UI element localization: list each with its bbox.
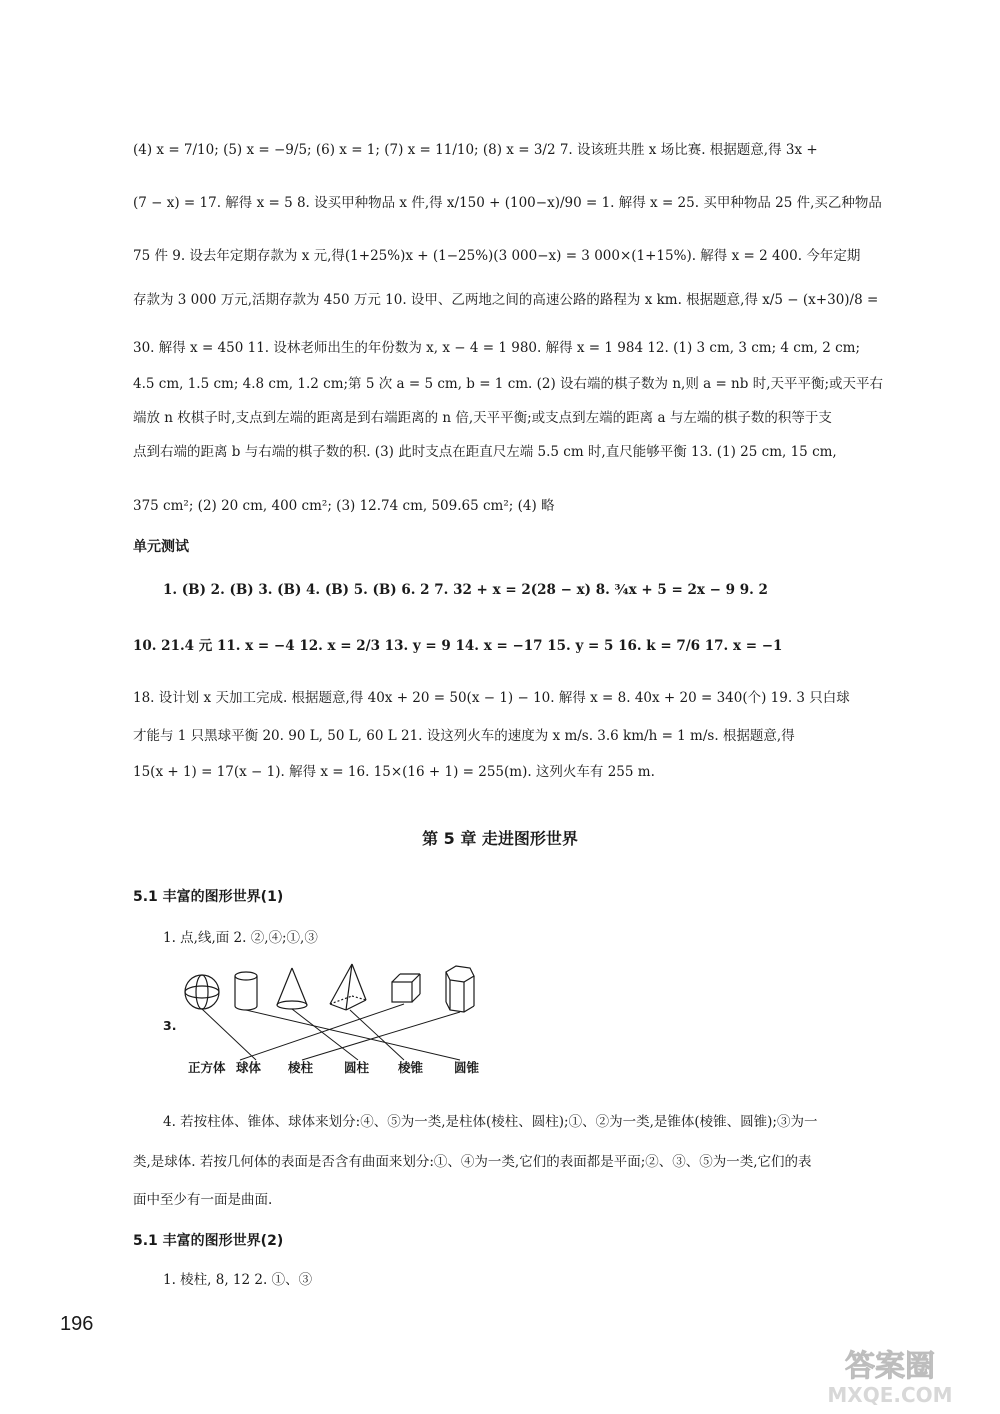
cone-shape <box>277 968 307 1009</box>
section-2-q1: 1. 棱柱, 8, 12 2. ①、③ <box>163 1272 313 1288</box>
watermark-logo <box>800 1340 980 1408</box>
answer-line-2: (7 − x) = 17. 解得 x = 5 8. 设买甲种物品 x 件,得 x/150 + (100−x)/90 = 1. 解得 x = 25. 买甲种物品 25 件,买乙种物品 <box>133 195 882 211</box>
unit-test-line-4: 才能与 1 只黑球平衡 20. 90 L, 50 L, 60 L 21. 设这列火车的速度为 x m/s. 3.6 km/h = 1 m/s. 根据题意,得 <box>133 728 795 744</box>
answer-line-5: 30. 解得 x = 450 11. 设林老师出生的年份数为 x, x − 4 = 1 980. 解得 x = 1 984 12. (1) 3 cm, 3 cm; 4 cm, 2 cm; <box>133 340 861 356</box>
solid-shapes-figure <box>180 960 500 1080</box>
section-1-q4-line-2: 类,是球体. 若按几何体的表面是否含有曲面来划分:①、④为一类,它们的表面都是平面;②、③、⑤为一类,它们的表 <box>133 1154 812 1170</box>
answer-line-6: 4.5 cm, 1.5 cm; 4.8 cm, 1.2 cm;第 5 次 a = 5 cm, b = 1 cm. (2) 设右端的棋子数为 n,则 a = nb 时,天平平衡;或天平右 <box>133 376 884 392</box>
chapter-title: 第 5 章 走进图形世界 <box>422 829 578 848</box>
unit-test-line-3: 18. 设计划 x 天加工完成. 根据题意,得 40x + 20 = 50(x − 1) − 10. 解得 x = 8. 40x + 20 = 340(个) 19. 3 只白球 <box>133 690 850 706</box>
section-1-heading: 5.1 丰富的图形世界(1) <box>133 889 284 905</box>
unit-test-heading: 单元测试 <box>133 539 189 555</box>
unit-test-line-1: 1. (B) 2. (B) 3. (B) 4. (B) 5. (B) 6. 2 7. 32 + x = 2(28 − x) 8. ¾x + 5 = 2x − 9 9. 2 <box>163 582 768 598</box>
answer-line-7: 端放 n 枚棋子时,支点到左端的距离是到右端距离的 n 倍,天平平衡;或支点到左端的距离 a 与左端的棋子数的积等于支 <box>133 410 832 426</box>
unit-test-line-5: 15(x + 1) = 17(x − 1). 解得 x = 16. 15×(16 + 1) = 255(m). 这列火车有 255 m. <box>133 764 655 780</box>
section-2-heading: 5.1 丰富的图形世界(2) <box>133 1233 284 1249</box>
svg-text:MXQE.COM: MXQE.COM <box>827 1383 953 1407</box>
section-1-q4-line-3: 面中至少有一面是曲面. <box>133 1192 273 1208</box>
answer-line-4: 存款为 3 000 万元,活期存款为 450 万元 10. 设甲、乙两地之间的高速公路的路程为 x km. 根据题意,得 x/5 − (x+30)/8 = <box>133 292 879 308</box>
shape-label-cone: 圆锥 <box>454 1060 480 1075</box>
shape-label-sphere: 球体 <box>236 1060 262 1075</box>
q3-label: 3. <box>163 1018 177 1033</box>
unit-test-line-2: 10. 21.4 元 11. x = −4 12. x = 2/3 13. y = 9 14. x = −17 15. y = 5 16. k = 7/6 17. x = −1 <box>133 638 783 654</box>
cylinder-shape <box>235 972 257 1010</box>
matching-lines <box>202 1004 460 1060</box>
cube-shape <box>392 974 420 1002</box>
shape-label-prism: 棱柱 <box>288 1060 314 1075</box>
page-number: 196 <box>60 1313 94 1335</box>
answer-line-3: 75 件 9. 设去年定期存款为 x 元,得(1+25%)x + (1−25%)(3 000−x) = 3 000×(1+15%). 解得 x = 2 400. 今年定期 <box>133 248 861 264</box>
sphere-shape <box>185 975 219 1009</box>
answer-line-1: (4) x = 7/10; (5) x = −9/5; (6) x = 1; (7) x = 11/10; (8) x = 3/2 7. 设该班共胜 x 场比赛. 根据题意,得 3x + <box>133 142 818 158</box>
svg-text:答案圈: 答案圈 <box>845 1349 935 1384</box>
pyramid-shape <box>330 964 366 1010</box>
section-1-q4-line-1: 4. 若按柱体、锥体、球体来划分:④、⑤为一类,是柱体(棱柱、圆柱);①、②为一类,是锥体(棱锥、圆锥);③为一 <box>163 1114 818 1130</box>
shape-label-cylinder: 圆柱 <box>344 1060 370 1075</box>
shape-label-cube: 正方体 <box>188 1060 226 1075</box>
hexagonal-prism-shape <box>446 966 474 1012</box>
answer-line-9: 375 cm²; (2) 20 cm, 400 cm²; (3) 12.74 cm, 509.65 cm²; (4) 略 <box>133 498 555 514</box>
answer-line-8: 点到右端的距离 b 与右端的棋子数的积. (3) 此时支点在距直尺左端 5.5 cm 时,直尺能够平衡 13. (1) 25 cm, 15 cm, <box>133 444 837 460</box>
section-1-q1: 1. 点,线,面 2. ②,④;①,③ <box>163 930 318 946</box>
shape-label-pyramid: 棱锥 <box>398 1060 424 1075</box>
